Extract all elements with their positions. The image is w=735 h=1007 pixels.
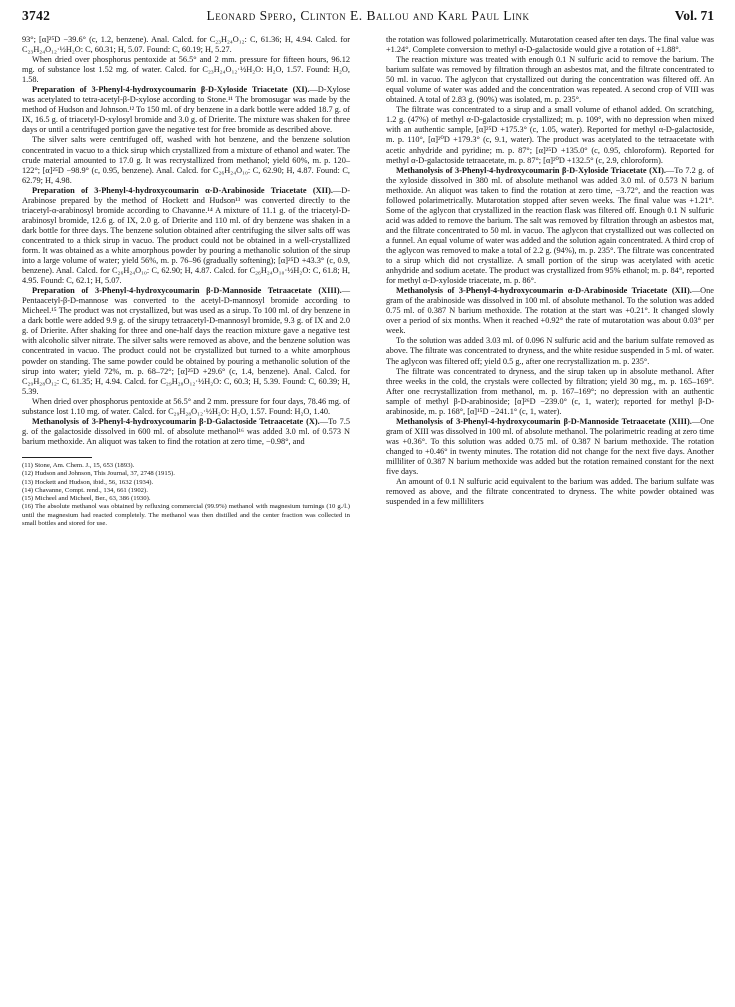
- paragraph: [386, 166, 714, 287]
- right-column: [386, 35, 714, 507]
- section-heading: Methanolysis of 3-Phenyl-4-hydroxycoumarin α-D-Arabinoside Triacetate (XII).: [396, 286, 692, 296]
- paragraph: [386, 417, 714, 477]
- paragraph-text: —To 7.2 g. of the xyloside dissolved in 380 ml. of absolute methanol was added 3.0 ml. of 0.573 N barium methoxide. An aliquot was taken to find the rotation at zero time, −3.72°, and the reaction was followed polarimetrically. Mutarotation stopped after seven weeks. The final value was +1.21°. Some of the aglycon that crystallized in the reaction flask was filtered off. Enough 0.1 N sulfuric acid was added to remove the barium. The salt was removed by filtration through an asbestos mat, and the filtrate concentrated to 50 ml. in vacuo. The aglycon that crystallized out was collected on a funnel. An equal volume of water was added and the solution again concentrated. A third crop of the aglycon was removed to make a total of 2.2 g. (94%), m. p. 235°. The filtrate was concentrated to a sirup which did not crystallize. A small portion of the sirup was acetylated with acetic anhydride and sodium acetate. The product was crystallized from 95% ethanol; m. p. 84°, reported for methyl α-D-xyloside triacetate, m. p. 86°.: [386, 165, 714, 286]
- paragraph: [22, 417, 350, 447]
- paragraph-text: The reaction mixture was treated with enough 0.1 N sulfuric acid to remove the barium. The barium sulfate was removed by filtration through an asbestos mat, and the filtrate concentrated to 50 ml. in vacuo. The aglycon that crystallized out during the concentration was filtered off. An equal volume of water was added and the concentration was repeated. A second crop of VIII was obtained. A total of 2.83 g. (90%) was isolated, m. p. 235°.: [386, 55, 714, 105]
- paragraph-text: —D-Xylose was acetylated to tetra-acetyl-β-D-xylose according to Stone.¹¹ The bromosugar was made by the method of Hudson and Johnson.¹² To 150 ml. of dry benzene in a dark bottle were added 18.7 g. of IX, 16.5 g. of triacetyl-D-xylosyl bromide and 3.0 g. of Drierite. The mixture was shaken for three days or until a centrifuged portion gave the negative test for free bromide as described above.: [22, 85, 350, 135]
- right-column-body: [386, 35, 714, 507]
- page-header: [22, 7, 714, 25]
- paragraph-text: When dried over phosphorus pentoxide at 56.5° and 2 mm. pressure for four days, 78.46 mg. of substance lost 1.10 mg. of water. Calcd. for C₂₉H₂₈O₁₂·½H₂O: H₂O, 1.57. Found: H₂O, 1.40.: [22, 396, 350, 416]
- paragraph-text: —D-Arabinose prepared by the method of Hockett and Hudson¹³ was converted directly to the triacetyl-α-arabinosyl bromide according to Chavanne.¹⁴ A mixture of 11.1 g. of the triacetyl-D-arabinosyl bromide, 12.6 g. of IX, 2.0 g. of Drierite and 110 ml. of dry benzene was shaken in a dark bottle for three days. The benzene solution obtained after centrifuging the silver salts off was concentrated to a thick sirup in vacuo. The product could not be obtained in a well-crystallized form. It was obtained as a white amorphous powder by pouring a methanolic solution of the sirup into a large volume of water; yield 56%, m. p. 76–96 (gradually softening); [α]²⁵D +43.3° (c, 0.9, benzene). Anal. Calcd. for C₂₆H₂₄O₁₀: C, 62.90; H, 4.87. Calcd. for C₂₆H₂₄O₁₀·½H₂O: C, 61.8; H, 4.95. Found: C, 62.1; H, 5.07.: [22, 185, 350, 286]
- paragraph: [22, 85, 350, 135]
- paragraph: [22, 135, 350, 185]
- footnote: (13) Hockett and Hudson, ibid., 56, 1632 (1934).: [22, 478, 154, 486]
- page-number: 3742: [22, 8, 51, 23]
- paragraph-text: —To 7.5 g. of the galactoside dissolved in 600 ml. of absolute methanol¹⁶ was added 3.0 ml. of 0.573 N barium methoxide. An aliquot was taken to find the rotation at zero time, −0.98°, and: [22, 416, 350, 446]
- section-heading: Methanolysis of 3-Phenyl-4-hydroxycoumarin β-D-Galactoside Tetraacetate (X).: [32, 416, 320, 426]
- paragraph: [386, 286, 714, 336]
- paragraph: [386, 105, 714, 165]
- paragraph: [22, 397, 350, 417]
- left-column-body: [22, 35, 350, 447]
- paragraph: [386, 336, 714, 366]
- paragraph-text: 93°; [α]²⁵D −39.6° (c, 1.2, benzene). Anal. Calcd. for C₂₃H₂₄O₁₂: C, 61.36; H, 4.94. Calcd. for C₂₃H₂₄O₁₂·½H₂O: C, 60.31; H, 5.07. Found: C, 60.19; H, 5.27.: [22, 35, 350, 55]
- paragraph-text: When dried over phosphorus pentoxide at 56.5° and 2 mm. pressure for fifteen hours, 96.12 mg. of substance lost 1.52 mg. of water. Calcd. for C₂₃H₂₄O₁₂·½H₂O: H₂O, 1.57. Found: H₂O, 1.58.: [22, 55, 350, 85]
- footnote: (15) Micheel and Micheel, Ber., 63, 386 (1930).: [22, 495, 151, 503]
- paragraph: [386, 55, 714, 105]
- footnotes: [22, 462, 350, 528]
- section-heading: Preparation of 3-Phenyl-4-hydroxycoumarin β-D-Xyloside Triacetate (XI).: [32, 85, 310, 95]
- footnote: (14) Chavanne, Compt. rend., 134, 661 (1902).: [22, 486, 148, 494]
- paragraph-text: The filtrate was concentrated to dryness, and the sirup taken up in absolute methanol. After three weeks in the cold, the crystals were collected by filtration; yield 30 mg., m. p. 165–169°. After one recrystallization from methanol, m. p. 167–169°; no depression with an authentic sample of methyl β-D-arabinoside; [α]²⁶D −239.0° (c, 1, water); reported for methyl β-D-arabinoside, m. p. 168°, [α]¹⁵D −241.1° (c, 1, water).: [386, 366, 714, 416]
- section-heading: Preparation of 3-Phenyl-4-hydroxycoumarin β-D-Mannoside Tetraacetate (XIII).: [32, 286, 342, 296]
- paragraph: [22, 35, 350, 55]
- paragraph: [386, 367, 714, 417]
- volume-label: Vol. 71: [674, 8, 714, 23]
- paragraph: [386, 477, 714, 507]
- paragraph: [386, 35, 714, 55]
- paragraph-text: —Pentaacetyl-β-D-mannose was converted to the acetyl-D-mannosyl bromide according to Micheel.¹⁵ The product was not crystallized, but was used as a sirup. To 100 ml. of dry benzene in a dark bottle were added 9.9 g. of the sirupy tetraacetyl-D-mannosyl bromide, 9.3 g. of IX and 2.0 g. of Drierite. After shaking for three and one-half days the reaction mixture gave a negative test with alcoholic silver nitrate. The silver salts were removed as above, and the benzene solution was concentrated in vacuo. The product could not be crystallized but turned to a white amorphous powder on standing. The same powder could be obtained by pouring a methanolic solution of the sirup into water; yield 72%, m. p. 68–72°; [α]²⁵D +29.6° (c, 1.4, benzene). Anal. Calcd. for C₂₉H₂₈O₁₂: C, 61.35; H, 4.94. Calcd. for C₂₉H₂₈O₁₂·½H₂O: C, 60.3; H, 5.39. Found: C, 60.39; H, 5.39.: [22, 286, 350, 396]
- section-heading: Preparation of 3-Phenyl-4-hydroxycoumarin α-D-Arabinoside Triacetate (XII).: [32, 185, 333, 195]
- paragraph: [22, 55, 350, 85]
- footnote: (12) Hudson and Johnson, This Journal, 37, 2748 (1915).: [22, 470, 175, 478]
- paragraph: [22, 186, 350, 286]
- paragraph-text: the rotation was followed polarimetrically. Mutarotation ceased after ten days. The final value was +1.24°. Complete conversion to methyl α-D-galactoside would give a rotation of +1.88°.: [386, 35, 714, 55]
- footnote: (11) Stone, Am. Chem. J., 15, 653 (1893).: [22, 461, 135, 469]
- left-column: [22, 35, 350, 528]
- paragraph-text: —One gram of XIII was dissolved in 100 ml. of absolute methanol. The polarimetric reading at zero time was +0.36°. To this solution was added 0.75 ml. of 0.387 N barium methoxide. The rotation changed to +0.46° in twenty minutes. The rotation did not change for the next five days. Another milliliter of 0.387 N barium methoxide was added but the rotation remained constant for the next five days.: [386, 416, 714, 477]
- paragraph-text: The filtrate was concentrated to a sirup and a small volume of ethanol added. On scratching, 1.2 g. (47%) of methyl α-D-galactoside crystallized; m. p. 109°, with no depression when mixed with an authentic sample, [α]²⁵D +175.3° (c, 1.05, water). Reported for methyl α-D-galactoside, m. p. 110°, [α]²⁰D +179.3° (c, 9.1, water). The product was acetylated to the tetraacetate with acetic anhydride and pyridine; m. p. 87°; [α]²⁵D +135.0° (c, 0.95, chloroform). Reported for methyl α-D-galactoside tetraacetate, m. p. 87°; [α]²⁰D +132.5° (c, 2.9, chloroform).: [386, 105, 714, 165]
- paragraph-text: The silver salts were centrifuged off, washed with hot benzene, and the benzene solution concentrated in vacuo to a thick sirup which crystallized from a mixture of ethanol and water. The crude material amounted to 17.0 g. It was recrystallized from methanol; yield 60%, m. p. 120–122°; [α]²⁵D −98.9° (c, 0.95, benzene). Anal. Calcd. for C₂₆H₂₄O₁₀: C, 62.90; H, 4.87. Found: C, 62.79; H, 4.98.: [22, 135, 350, 185]
- running-title: Leonard Spero, Clinton E. Ballou and Karl Paul Link: [206, 8, 530, 23]
- footnote-rule: [22, 457, 92, 458]
- paragraph: [22, 286, 350, 397]
- paragraph-text: To the solution was added 3.03 ml. of 0.096 N sulfuric acid and the barium sulfate removed as above. The filtrate was concentrated to dryness, and the white residue suspended in 5 ml. of water. The aglycon was filtered off; yield 0.5 g., after one recrystallization m. p. 235°.: [386, 336, 714, 366]
- section-heading: Methanolysis of 3-Phenyl-4-hydroxycoumarin β-D-Mannoside Tetraacetate (XIII).: [396, 416, 692, 426]
- section-heading: Methanolysis of 3-Phenyl-4-hydroxycoumarin β-D-Xyloside Triacetate (XI).: [396, 165, 666, 175]
- paragraph-text: —One gram of the arabinoside was dissolved in 100 ml. of absolute methanol. To the solution was added 0.75 ml. of 0.387 N barium methoxide. The rotation at the start was +0.21°. It changed slowly over a period of six months. When it reached +0.92° the rate of mutarotation was about 0.03° per week.: [386, 286, 714, 336]
- paragraph-text: An amount of 0.1 N sulfuric acid equivalent to the barium was added. The barium sulfate was removed as above, and the filtrate concentrated to dryness. The white powder obtained was suspended in a few milliliters: [386, 477, 714, 507]
- footnote: (16) The absolute methanol was obtained by refluxing commercial (99.9%) methanol with magnesium turnings (10 g./l.) until the magnesium had reacted completely. The methanol was then distilled and the center fraction was collected in small bottles and stored for use.: [22, 503, 350, 527]
